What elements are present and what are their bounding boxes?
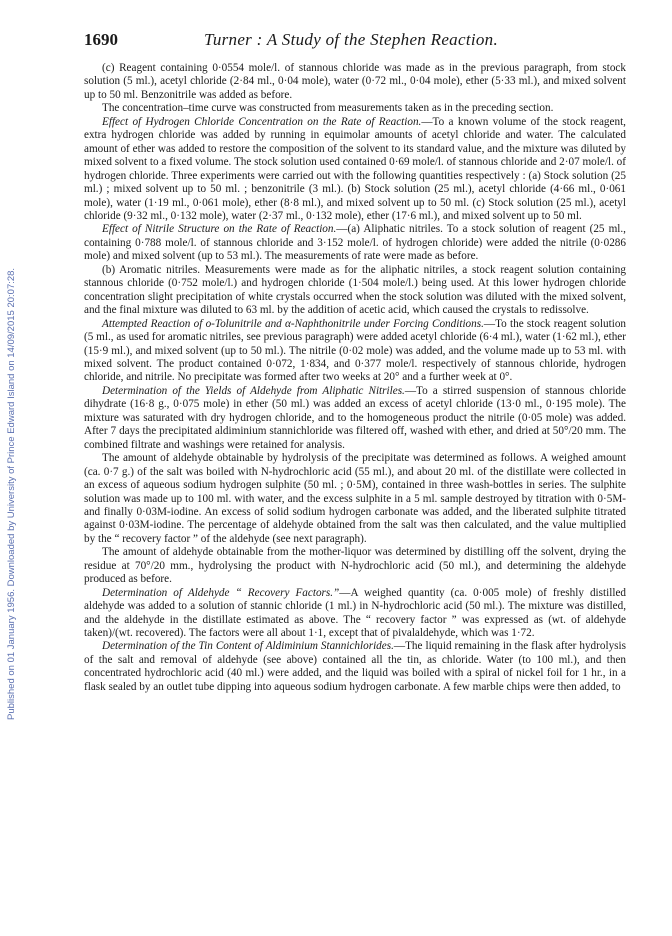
paragraph-text: —A weighed quantity (ca. 0·005 mole) of freshly distilled aldehyde was added to a solution of stannic chloride (1 ml.) in N-hydrochloric acid (50 ml.). The mixture was distilled, and the aldehyde in the distillate estimated as above. The “ recovery factor ” was expressed as (wt. of aldehyde taken)/(wt. recovered). The factors were all about 1·1, except that of pivalaldehyde, which was 1·72. xyxy=(84,586,627,640)
paragraph xyxy=(84,640,626,694)
paragraph-heading: Determination of the Yields of Aldehyde from Aliphatic Nitriles. xyxy=(102,384,405,397)
paragraph-heading: Determination of the Tin Content of Aldiminium Stannichlorides. xyxy=(102,640,394,653)
paragraph xyxy=(84,116,626,224)
page-number: 1690 xyxy=(84,30,118,49)
download-notice: Published on 01 January 1956. Downloaded by University of Prince Edward Island on 14/09/2015 20:07:28. xyxy=(6,267,17,720)
paragraph-text: —To a known volume of the stock reagent, extra hydrogen chloride was added by running in equimolar amounts of acetyl chloride and water. The calculated amount of ether was added to restore the composition of the solvent to its standard value, and the mixture was diluted by mixed solvent to a fixed volume. The stock solution used contained 0·69 mole/l. of stannous chloride and 2·07 mole/l. of hydrogen chloride. Three experiments were carried out with the following quantities respectively : (a) Stock solution (25 ml.) ; mixed solvent up to 50 ml. ; benzonitrile (3 ml.). (b) Stock solution (25 ml.), acetyl chloride (4·66 ml., 0·061 mole), water (1·19 ml., 0·061 mole), ether (8·8 ml.), and mixed solvent up to 50 ml. (c) Stock solution (25 ml.), acetyl chloride (9·32 ml., 0·132 mole), water (2·37 ml., 0·132 mole), ether (17·6 ml.), and mixed solvent up to 50 ml. xyxy=(84,115,626,222)
paragraph-text: —The liquid remaining in the flask after hydrolysis of the salt and removal of aldehyde (see above) contained all the tin, as chloride. Water (to 100 ml.), and then concentrated hydrochloric acid (40 ml.) were added, and the liquid was boiled with a spiral of nickel foil for 1 hr., in a flask sealed by an outlet tube dipping into aqueous sodium hydrogen carbonate. A few marble chips were then added, to xyxy=(84,640,626,693)
page-header xyxy=(84,30,624,54)
paragraph xyxy=(84,452,626,546)
paragraph-text: —To a stirred suspension of stannous chloride dihydrate (16·8 g., 0·075 mole) in ether (50 ml.) was added an excess of acetyl chloride (13·0 ml., 0·195 mole). The mixture was saturated with dry hydrogen chloride, and to the homogeneous product the nitrile (0·05 mole) was added. After 7 days the precipitated aldiminium stannichloride was filtered off, washed with ether, and dried at 50°/20 mm. The combined filtrate and washings were retained for analysis. xyxy=(84,384,626,451)
paragraph-text: —(a) Aliphatic nitriles. To a stock solution of reagent (25 ml., containing 0·788 mole/l. of stannous chloride and 3·152 mole/l. of hydrogen chloride) were added the nitrile (0·0286 mole) and mixed solvent (up to 53 ml.). The measurements of rate were made as before. xyxy=(84,223,626,263)
paragraph xyxy=(84,264,626,318)
paragraph xyxy=(84,318,626,385)
paragraph xyxy=(84,546,626,586)
paragraph-text: (c) Reagent containing 0·0554 mole/l. of stannous chloride was made as in the previous paragraph, from stock solution (5 ml.), acetyl chloride (2·84 ml., 0·04 mole), water (0·72 ml., 0·04 mole), ether (5·33 ml.), and mixed solvent up to 50 ml. Benzonitrile was added as before. xyxy=(84,62,626,101)
paragraph-heading: Effect of Nitrile Structure on the Rate of Reaction. xyxy=(102,223,337,236)
paragraph xyxy=(84,385,626,452)
paragraph-heading: Effect of Hydrogen Chloride Concentration on the Rate of Reaction. xyxy=(102,115,422,128)
download-notice-sidebar xyxy=(0,140,24,740)
paragraph-heading: Determination of Aldehyde “ Recovery Factors.” xyxy=(102,586,340,599)
paragraph-text: The concentration–time curve was constructed from measurements taken as in the preceding section. xyxy=(102,102,554,115)
paragraph xyxy=(84,223,626,263)
paragraph-text: The amount of aldehyde obtainable by hydrolysis of the precipitate was determined as follows. A weighed amount (ca. 0·7 g.) of the salt was boiled with N-hydrochloric acid (55 ml.), and about 20 ml. of the distillate were collected in an excess of aqueous sodium hydrogen sulphite (50 ml. ; 0·5M), contained in three wash-bottles in series. The sulphite solution was made up to 100 ml. with water, and the excess sulphite in a 5 ml. sample destroyed by titration with 0·5M- and finally 0·03M-iodine. An excess of solid sodium hydrogen carbonate was added, and the liberated sulphite titrated against 0·03M-iodine. The percentage of aldehyde obtained from the salt was then calculated, and the value multiplied by the “ recovery factor ” of the aldehyde (see next paragraph). xyxy=(84,452,626,545)
paragraph-text: —To the stock reagent solution (5 ml., as used for aromatic nitriles, see previous paragraph) were added acetyl chloride (6·4 ml.), water (1·62 ml.), ether (15·9 ml.), and mixed solvent (up to 50 ml.). The nitrile (0·02 mole) was added, and the volume made up to 53 ml. with mixed solvent. The product contained 0·072, 1·834, and 0·377 mole/l. respectively of stannous chloride, hydrogen chloride, and nitrile. No precipitate was formed after two weeks at 20° and a further week at 0°. xyxy=(84,317,627,384)
paragraph xyxy=(84,62,626,102)
paragraph xyxy=(84,102,626,115)
paragraph xyxy=(84,587,626,641)
paragraph-text: The amount of aldehyde obtainable from the mother-liquor was determined by distilling off the solvent, drying the residue at 70°/20 mm., hydrolysing the product with N-hydrochloric acid (50 ml.), and determining the aldehyde produced as before. xyxy=(84,546,626,586)
paragraph-heading: Attempted Reaction of o-Tolunitrile and α-Naphthonitrile under Forcing Conditions. xyxy=(102,317,484,330)
article-body xyxy=(84,62,626,694)
running-title: Turner : A Study of the Stephen Reaction. xyxy=(204,30,499,49)
paragraph-text: (b) Aromatic nitriles. Measurements were made as for the aliphatic nitriles, a stock reagent solution containing stannous chloride (0·752 mole/l.) and hydrogen chloride (1·504 mole/l.) being used. At this lower hydrogen chloride concentration slight precipitation of white crystals occurred when the stock solution was diluted with the mixed solvent, and the final mixture was diluted to 63 ml. by the addition of acetic acid, which caused the crystals to redissolve. xyxy=(84,263,626,317)
